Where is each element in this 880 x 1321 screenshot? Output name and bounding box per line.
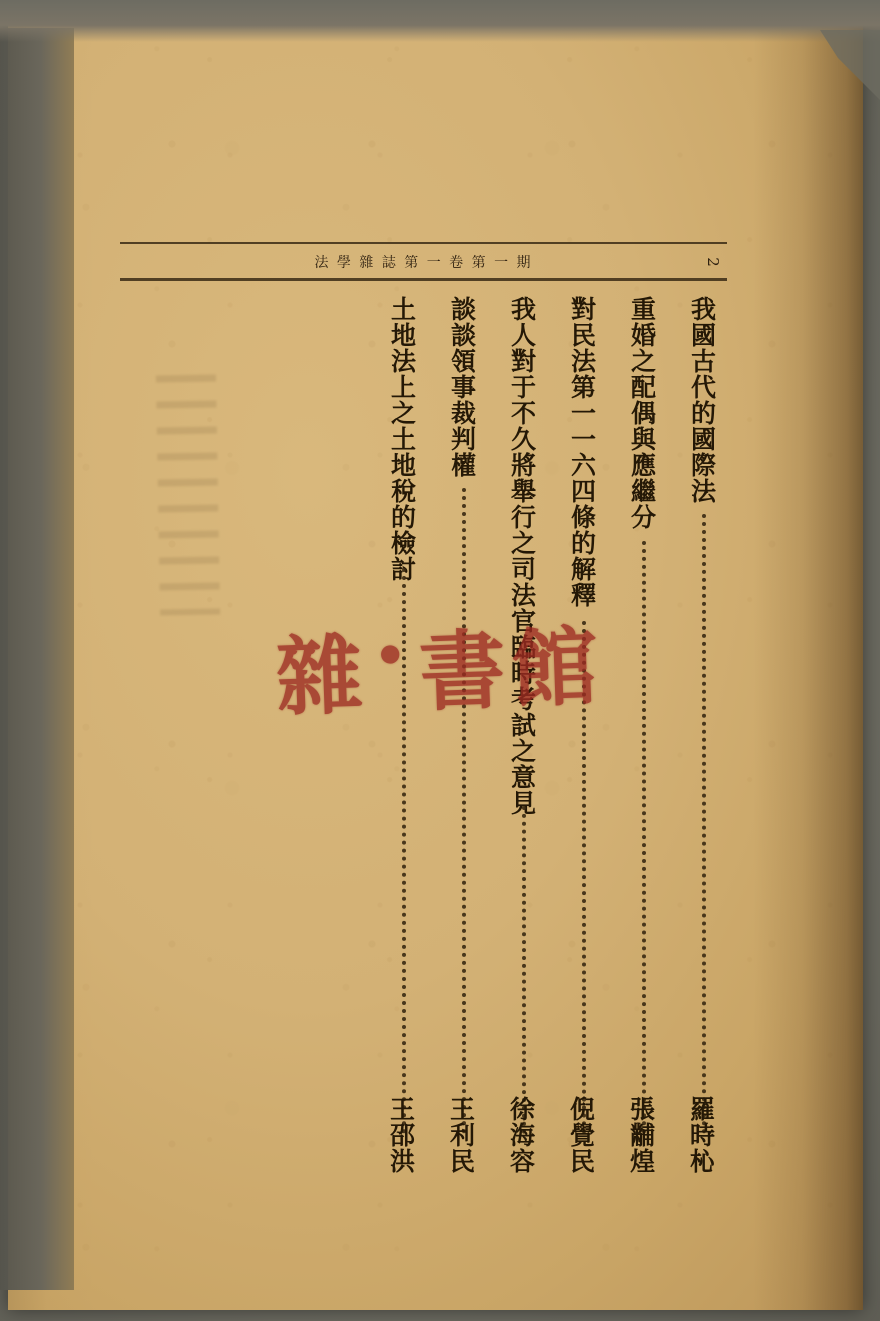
toc-entry-author: 王利民 [446,1096,476,1174]
toc-leader-dots [402,568,410,1134]
toc-entry[interactable] [622,296,668,1176]
page-left-edge [0,28,74,1290]
toc-leader-dots [462,488,470,1134]
toc-entry-author: 羅時杺 [686,1096,716,1174]
header-rule-bottom [120,278,727,281]
toc-entry-author: 王邵洪 [386,1096,416,1174]
toc-entry-author: 倪覺民 [566,1096,596,1174]
toc-entry-title: 土地法上之土地稅的檢討 [387,296,417,582]
toc-leader-dots [522,806,530,1134]
toc-leader-dots [702,514,710,1134]
toc-entry-title: 談談領事裁判權 [447,296,477,478]
toc-entry-author: 徐海容 [506,1096,536,1174]
seal-text-left: 雜 [274,624,371,729]
toc-entry[interactable] [502,296,548,1176]
running-head: 法 學 雜 誌 第 一 卷 第 一 期 [314,255,533,271]
toc-entry[interactable] [682,296,728,1176]
toc-entry-title: 對民法第一一六四條的解釋 [567,296,597,608]
book-gutter-shadow [753,20,863,1310]
page-top-edge [0,0,880,42]
seal-separator: • [372,624,414,687]
page-number: 2 [704,257,722,267]
header-rule-top [120,242,727,244]
seal-text-right: 書館 [417,616,606,724]
toc-leader-dots [642,541,650,1134]
toc-leader-dots [582,621,590,1134]
toc-entry[interactable] [442,296,488,1176]
table-of-contents [118,296,728,1196]
toc-entry[interactable] [382,296,428,1176]
book-page [8,20,863,1310]
toc-entry-title: 我人對于不久將舉行之司法官臨時考試之意見 [507,296,537,816]
toc-entry-title: 我國古代的國際法 [687,296,717,504]
toc-entry-author: 張黼煌 [626,1096,656,1174]
toc-entry[interactable] [562,296,608,1176]
toc-entry-title: 重婚之配偶與應繼分 [627,296,657,530]
